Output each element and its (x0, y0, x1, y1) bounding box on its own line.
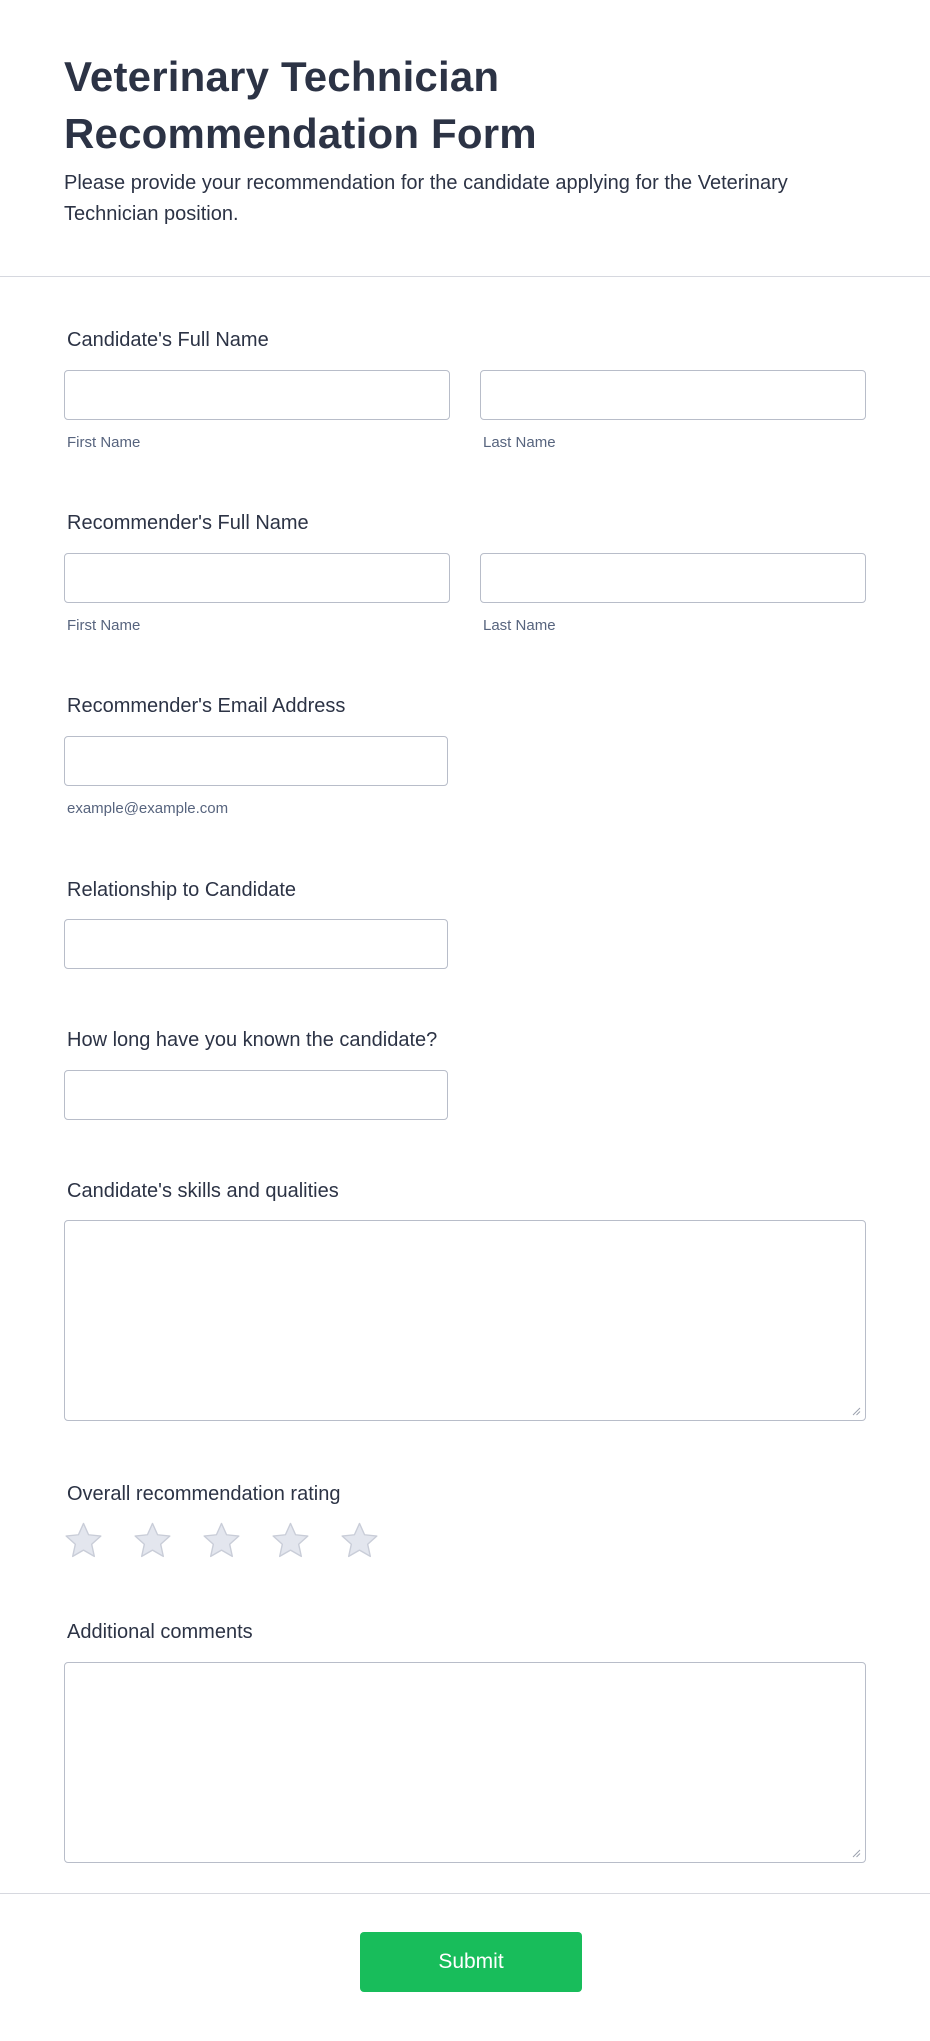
recommender-email-label-wrap (64, 693, 345, 719)
known-duration-label: How long have you known the candidate? (67, 1029, 438, 1051)
candidate-first-name-sublabel: First Name (67, 434, 141, 451)
resize-grip-icon[interactable] (852, 1407, 861, 1416)
comments-textarea[interactable] (64, 1662, 866, 1863)
known-duration-input[interactable] (64, 1070, 448, 1120)
recommender-email-input[interactable] (64, 736, 448, 786)
relationship-label: Relationship to Candidate (67, 879, 297, 901)
skills-label-wrap (64, 1178, 339, 1204)
submit-button[interactable]: Submit (360, 1932, 582, 1992)
form-title: Veterinary Technician Recommendation Form (64, 53, 537, 157)
recommender-name-label-wrap (64, 510, 309, 536)
rating-label-wrap (64, 1481, 340, 1507)
recommender-email-sublabel: example@example.com (67, 800, 229, 817)
resize-grip-icon[interactable] (852, 1849, 861, 1858)
form-header (0, 0, 930, 277)
candidate-last-name-sublabel: Last Name (483, 434, 556, 451)
recommender-first-name-sublabel: First Name (67, 617, 141, 634)
form-subtitle: Please provide your recommendation for the candidate applying for the Veterinary Technician position. (64, 172, 788, 225)
relationship-input[interactable] (64, 919, 448, 969)
recommender-last-name-sublabel: Last Name (483, 617, 556, 634)
skills-label: Candidate's skills and qualities (67, 1180, 339, 1202)
recommender-first-name-input[interactable] (64, 553, 450, 603)
candidate-first-name-input[interactable] (64, 370, 450, 420)
recommender-last-name-input[interactable] (480, 553, 866, 603)
relationship-label-wrap (64, 877, 296, 903)
candidate-name-label: Candidate's Full Name (67, 329, 269, 351)
skills-textarea[interactable] (64, 1220, 866, 1421)
comments-label-wrap (64, 1619, 253, 1645)
star-rating (64, 1521, 379, 1560)
candidate-last-name-input[interactable] (480, 370, 866, 420)
recommender-email-label: Recommender's Email Address (67, 695, 346, 717)
star-icon[interactable] (133, 1521, 172, 1560)
rating-label: Overall recommendation rating (67, 1483, 341, 1505)
candidate-name-label-wrap (64, 327, 269, 353)
star-icon[interactable] (340, 1521, 379, 1560)
comments-label: Additional comments (67, 1621, 253, 1643)
form-footer (0, 1893, 930, 2041)
known-duration-label-wrap (64, 1027, 437, 1053)
star-icon[interactable] (202, 1521, 241, 1560)
star-icon[interactable] (64, 1521, 103, 1560)
recommender-name-label: Recommender's Full Name (67, 512, 309, 534)
star-icon[interactable] (271, 1521, 310, 1560)
